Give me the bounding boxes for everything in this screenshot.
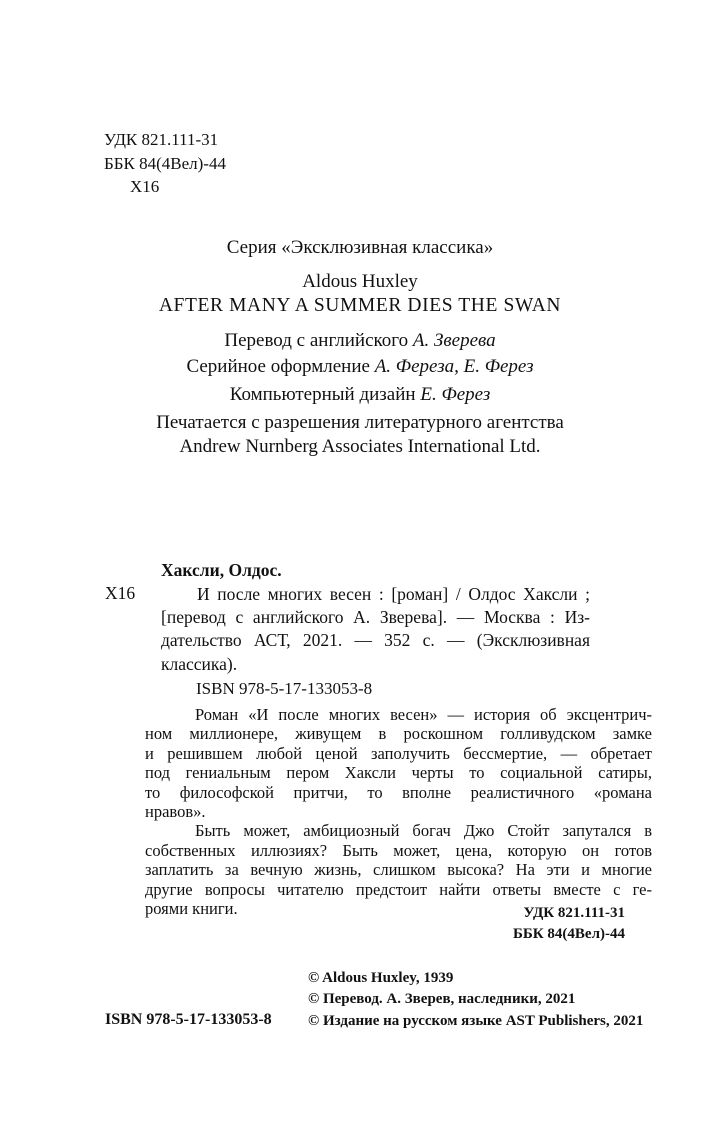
original-title: AFTER MANY A SUMMER DIES THE SWAN <box>158 295 562 316</box>
catalog-card-isbn: ISBN 978-5-17-133053-8 <box>196 679 373 698</box>
translation-credit <box>35 330 685 352</box>
catalog-card-index: Х16 <box>105 583 136 603</box>
bottom-codes-block <box>513 903 625 944</box>
computer-design-credit-label: Компьютерный дизайн <box>229 384 416 405</box>
permission-line-2: Andrew Nurnberg Associates International Ltd. <box>179 436 541 457</box>
computer-designer-name: Е. Ферез <box>420 384 491 405</box>
annotation-paragraph-1: Роман «И после многих весен» — история об эксцентрич- ном миллионере, живущем в роскошном голливудском замке и решившем любой ценой заполучить бессмертие, — обретает под гениальным пером Хаксли черты то социальной сатиры, то философской притчи, то вполне реалистичного «романа нравов». <box>145 705 652 822</box>
original-author-name: Aldous Huxley <box>302 271 418 292</box>
bottom-bbk-code: ББК 84(4Вел)-44 <box>512 925 625 942</box>
series-design-credit <box>35 356 685 378</box>
translator-name: А. Зверева <box>412 330 496 351</box>
author-index-code: Х16 <box>130 177 160 196</box>
annotation-block <box>145 705 652 918</box>
catalog-card-description: И после многих весен : [роман] / Олдос Хаксли ; [перевод с английского А. Зверева]. — Москва : Из- дательство АСТ, 2021. — 352 с. — (Эксклюзивная классика). <box>161 584 590 674</box>
annotation-paragraph-2: Быть может, амбициозный богач Джо Стойт запутался в собственных иллюзиях? Быть может, цена, которую он готов заплатить за вечную жизнь, слишком высока? На эти и многие другие вопросы читателю предстоит найти ответы вместе с ге- роями книги. <box>145 821 652 919</box>
series-designers-names: А. Фереза, Е. Ферез <box>374 356 534 377</box>
udk-code: УДК 821.111-31 <box>104 130 219 149</box>
copyright-isbn: ISBN 978-5-17-133053-8 <box>105 1011 272 1028</box>
series-name: Серия «Эксклюзивная классика» <box>226 237 494 258</box>
catalog-card-author: Хаксли, Олдос. <box>161 560 282 580</box>
copyright-notices: © Aldous Huxley, 1939 © Перевод. А. Зверев, наследники, 2021 © Издание на русском языке AST Publishers, 2021 <box>308 970 644 1029</box>
computer-design-credit <box>35 384 685 406</box>
bbk-code: ББК 84(4Вел)-44 <box>104 153 226 173</box>
series-design-credit-label: Серийное оформление <box>186 356 370 377</box>
permission-line-1: Печатается с разрешения литературного агентства <box>156 412 564 433</box>
bottom-udk-code: УДК 821.111-31 <box>523 905 625 921</box>
top-codes-block <box>104 128 226 199</box>
translation-credit-label: Перевод с английского <box>224 330 409 351</box>
